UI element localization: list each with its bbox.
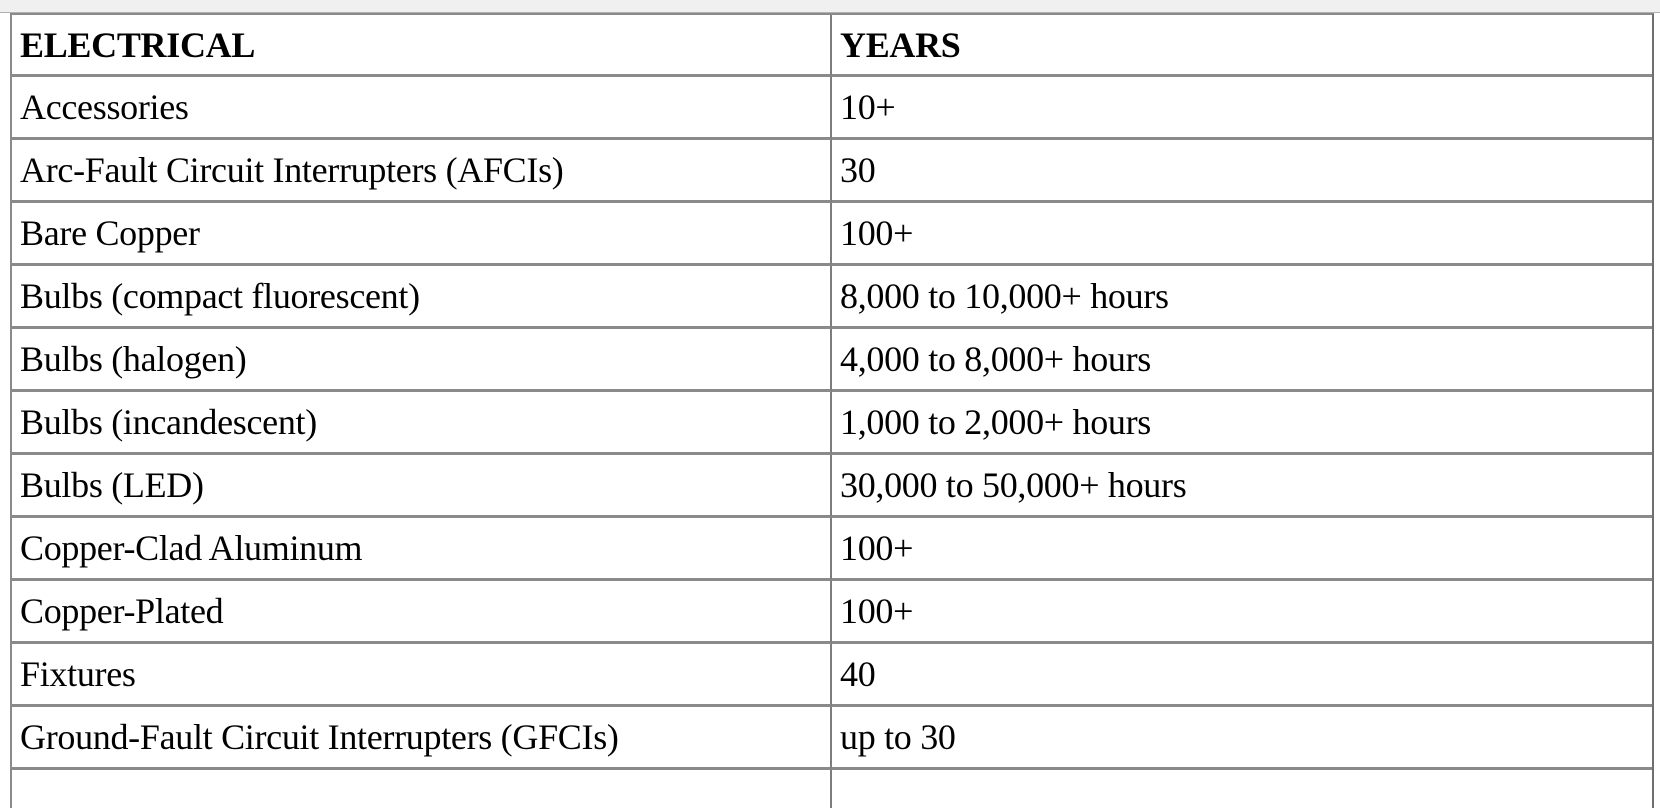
table-row [12,455,1652,518]
cell-item: Bare Copper [12,203,832,266]
table-row [12,644,1652,707]
cell-years: 30 [832,140,1652,203]
table-row [12,77,1652,140]
cell-years: 1,000 to 2,000+ hours [832,392,1652,455]
cell-years: 100+ [832,518,1652,581]
table-row-partial [12,770,1652,808]
cell-item: Bulbs (compact fluorescent) [12,266,832,329]
cell-years: 10+ [832,77,1652,140]
table-row [12,203,1652,266]
header-electrical: ELECTRICAL [12,15,832,77]
table-row [12,707,1652,770]
cell-years: 8,000 to 10,000+ hours [832,266,1652,329]
cell-item: Copper-Plated [12,581,832,644]
cell-item: Copper-Clad Aluminum [12,518,832,581]
cell-item: Ground-Fault Circuit Interrupters (GFCIs) [12,707,832,770]
header-years: YEARS [832,15,1652,77]
cell-years-empty [832,770,1652,808]
cell-years: 30,000 to 50,000+ hours [832,455,1652,518]
table-frame [10,13,1654,808]
table-row [12,581,1652,644]
cell-years: 100+ [832,581,1652,644]
cell-item: Accessories [12,77,832,140]
cell-years: 4,000 to 8,000+ hours [832,329,1652,392]
cell-item-empty [12,770,832,808]
table-row [12,329,1652,392]
electrical-lifespan-table [12,15,1652,808]
cell-years: up to 30 [832,707,1652,770]
cell-years: 100+ [832,203,1652,266]
cell-item: Bulbs (incandescent) [12,392,832,455]
table-row [12,266,1652,329]
table-row [12,140,1652,203]
top-border [0,0,1660,13]
cell-item: Fixtures [12,644,832,707]
cell-item: Bulbs (halogen) [12,329,832,392]
table-row [12,518,1652,581]
table-row [12,392,1652,455]
cell-item: Bulbs (LED) [12,455,832,518]
cell-item: Arc-Fault Circuit Interrupters (AFCIs) [12,140,832,203]
table-header-row [12,15,1652,77]
cell-years: 40 [832,644,1652,707]
